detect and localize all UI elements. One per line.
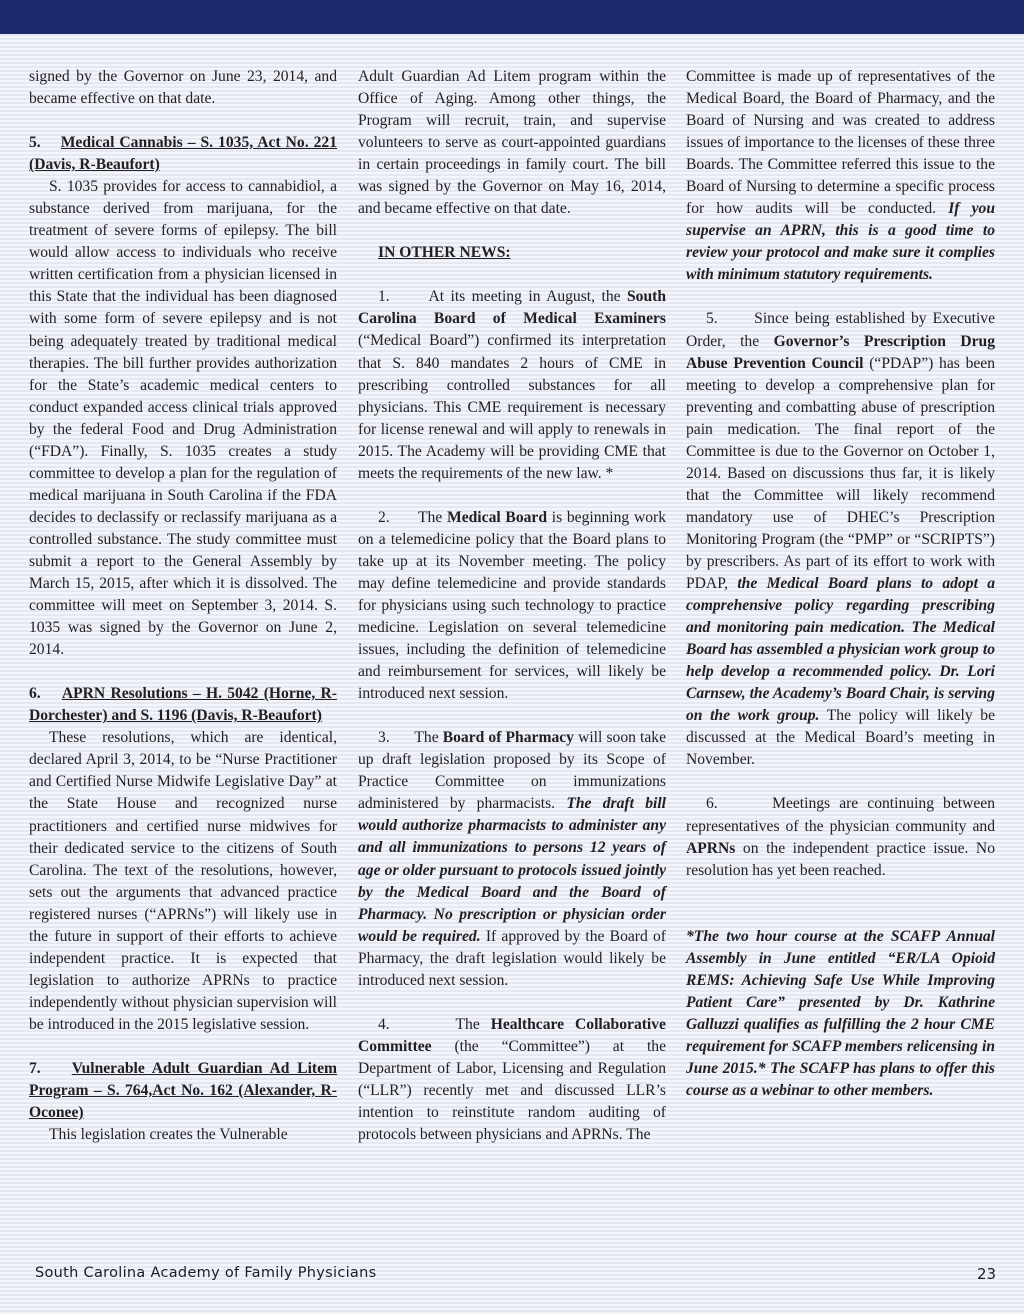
org-name: Governor’s Prescription Drug Abuse Prevention Council bbox=[686, 332, 995, 372]
news-item-2: 2. The Medical Board is beginning work on a telemedicine policy that the Board plans to take up at its November meeting. The policy may define telemedicine and provide standards for physicians using such technology to practice medicine. Legislation on several telemedicine issues, including the definition of telemedicine and reimbursement for services, will likely be introduced next session. bbox=[358, 508, 666, 703]
org-name: Medical Board bbox=[447, 508, 548, 526]
column-left bbox=[29, 66, 337, 1146]
column-middle bbox=[358, 66, 666, 1146]
paragraph-guardian-ad-litem: This legislation creates the Vulnerable bbox=[49, 1126, 288, 1144]
news-heading: IN OTHER NEWS: bbox=[378, 244, 511, 262]
footer-organization: South Carolina Academy of Family Physicians bbox=[35, 1265, 377, 1281]
section-title-guardian-ad-litem: Vulnerable Adult Guardian Ad Litem Program – S. 764,Act No. 162 (Alexander, R-Oconee) bbox=[29, 1059, 338, 1122]
news-item-5: 5. Since being established by Executive Order, the Governor’s Prescription Drug Abuse Prevention Council (“PDAP”) has been meeting to develop a comprehensive plan for preventing and combatting abuse of prescription pain medication. The final report of the Committee is due to the Governor on October 1, 2014. Based on discussions thus far, it is likely that the Committee will likely recommend mandatory use of DHEC’s Prescription Monitoring Program (the “PMP” or “SCRIPTS”) by prescribers. As part of its effort to work with PDAP, the Medical Board plans to adopt a comprehensive policy regarding prescribing and monitoring pain medication. The Medical Board has assembled a physician work group to help develop a recommended policy. Dr. Lori Carnsew, the Academy’s Board Chair, is serving on the work group. The policy will likely be discussed at the Medical Board’s meeting in November. bbox=[686, 310, 996, 769]
section-heading-6: 6. APRN Resolutions – H. 5042 (Horne, R-Dorchester) and S. 1196 (Davis, R-Beaufort) bbox=[29, 685, 337, 725]
org-name: Board of Pharmacy bbox=[442, 729, 574, 747]
section-heading-7: 7. Vulnerable Adult Guardian Ad Litem Program – S. 764,Act No. 162 (Alexander, R-Oconee) bbox=[29, 1059, 338, 1122]
top-banner bbox=[0, 0, 1024, 34]
column-right bbox=[686, 66, 995, 1102]
emphasis-text: the Medical Board plans to adopt a comprehensive policy regarding prescribing and monitoring pain medication. The Medical Board has assembled a physician work group to help develop a recommended policy. Dr. Lori Carnsew, the Academy’s Board Chair, is serving on the work group. bbox=[686, 575, 995, 725]
paragraph-continued: signed by the Governor on June 23, 2014, and became effective on that date. bbox=[29, 68, 337, 108]
section-heading-5: 5. Medical Cannabis – S. 1035, Act No. 221 (Davis, R-Beaufort) bbox=[29, 134, 338, 174]
paragraph-medical-cannabis: S. 1035 provides for access to cannabidiol, a substance derived from marijuana, for the treatment of severe forms of epilepsy. The bill would allow access to individuals who receive written certification from a physician licensed in this State that the individual has been diagnosed with some form of severe epilepsy and is not being adequately treated by traditional medical therapies. The bill further provides authorization for the State’s academic medical centers to conduct expanded access clinical trials approved by the federal Food and Drug Administration (“FDA”). Finally, S. 1035 creates a study committee to develop a plan for the regulation of medical marijuana in South Carolina if the FDA decides to declassify or reclassify marijuana as a controlled substance. The study committee must submit a report to the General Assembly by March 15, 2015, after which it is dissolved. The committee will meet on September 3, 2014. S. 1035 was signed by the Governor on June 2, 2014. bbox=[29, 178, 337, 659]
section-title-aprn-resolutions: APRN Resolutions – H. 5042 (Horne, R-Dorchester) and S. 1196 (Davis, R-Beaufort) bbox=[29, 685, 337, 725]
footnote: *The two hour course at the SCAFP Annual Assembly in June entitled “ER/LA Opioid REMS: Achieving Safe Use While Improving Patient Care” presented by Dr. Kathrine Galluzzi qualifies as fulfilling the 2 hour CME requirement for SCAFP members relicensing in June 2015.* The SCAFP has plans to offer this course as a webinar to other members. bbox=[686, 927, 995, 1099]
paragraph-continued: Adult Guardian Ad Litem program within the Office of Aging. Among other things, the Program will recruit, train, and supervise volunteers to serve as court-appointed guardians in certain proceedings in family court. The bill was signed by the Governor on May 16, 2014, and became effective on that date. bbox=[358, 68, 666, 218]
org-name: APRNs bbox=[686, 839, 736, 857]
org-name: South Carolina Board of Medical Examiners bbox=[358, 288, 667, 328]
news-item-6: 6. Meetings are continuing between representatives of the physician community and APRNs on the independent practice issue. No resolution has yet been reached. bbox=[686, 795, 996, 879]
news-item-4: 4. The Healthcare Collaborative Committee (the “Committee”) at the Department of Labor, Licensing and Regulation (“LLR”) recently met and discussed LLR’s intention to reinstitute random auditing of protocols between physicians and APRNs. The bbox=[358, 1015, 666, 1144]
emphasis-text: The draft bill would authorize pharmacists to administer any and all immunizations to persons 12 years of age or older pursuant to protocols issued jointly by the Medical Board and the Board of Pharmacy. No prescription or physician order would be required. bbox=[358, 795, 666, 945]
org-name: Healthcare Collaborative Committee bbox=[358, 1015, 666, 1055]
emphasis-text: If you supervise an APRN, this is a good time to review your protocol and make sure it complies with minimum statutory requirements. bbox=[686, 200, 995, 284]
section-title-medical-cannabis: Medical Cannabis – S. 1035, Act No. 221 (Davis, R-Beaufort) bbox=[29, 134, 338, 174]
page-number: 23 bbox=[977, 1265, 997, 1283]
news-item-3: 3. The Board of Pharmacy will soon take up draft legislation proposed by its Scope of Practice Committee on immunizations administered by pharmacists. The draft bill would authorize pharmacists to administer any and all immunizations to persons 12 years of age or older pursuant to protocols issued jointly by the Medical Board and the Board of Pharmacy. No prescription or physician order would be required. If approved by the Board of Pharmacy, the draft legislation would likely be introduced next session. bbox=[358, 729, 666, 989]
news-item-1: 1. At its meeting in August, the South Carolina Board of Medical Examiners (“Medical Board”) confirmed its interpretation that S. 840 mandates 2 hours of CME in prescribing controlled substances for all physicians. This CME requirement is necessary for license renewal and will apply to renewals in 2015. The Academy will be providing CME that meets the requirements of the new law. * bbox=[358, 288, 667, 482]
paragraph-aprn-resolutions: These resolutions, which are identical, declared April 3, 2014, to be “Nurse Practitioner and Certified Nurse Midwife Legislative Day” at the State House and recognized nurse practitioners and certified nurse midwives for their dedicated service to the citizens of South Carolina. The text of the resolutions, however, sets out the arguments that advanced practice registered nurses (“APRNs”) will likely use in the future in support of their efforts to achieve independent practice. It is expected that legislation to authorize APRNs to practice independently without physician supervision will be introduced in the 2015 legislative session. bbox=[29, 729, 337, 1033]
paragraph-continued: Committee is made up of representatives of the Medical Board, the Board of Pharmacy, and the Board of Nursing and was created to address issues of importance to the licenses of these three Boards. The Committee referred this issue to the Board of Nursing to determine a specific process for how audits will be conducted. If you supervise an APRN, this is a good time to review your protocol and make sure it complies with minimum statutory requirements. bbox=[686, 68, 995, 284]
